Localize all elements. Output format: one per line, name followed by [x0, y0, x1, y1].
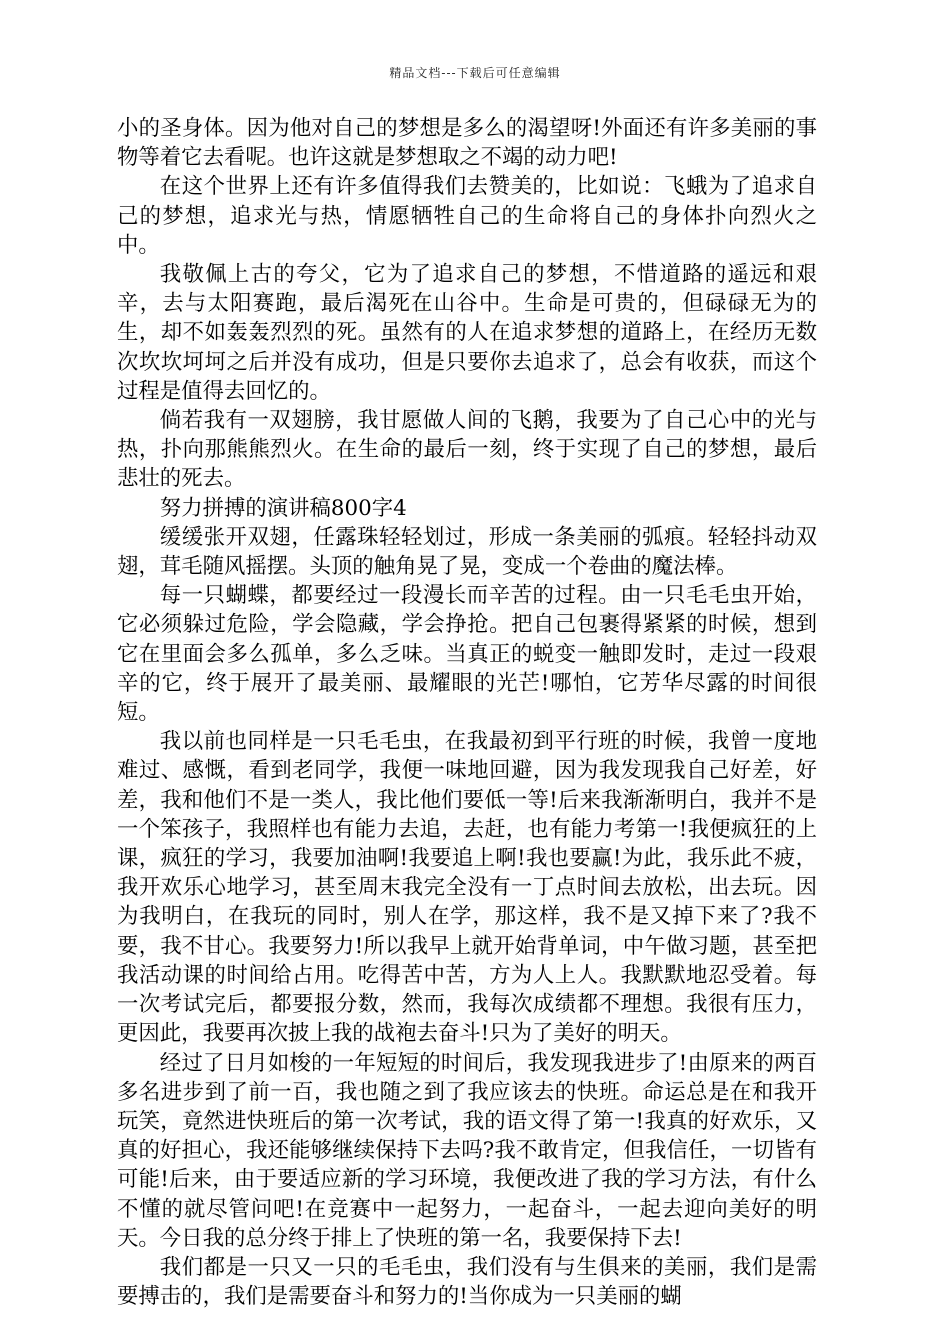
- paragraph-5: 缓缓张开双翅，任露珠轻轻划过，形成一条美丽的弧痕。轻轻抖动双翅，茸毛随风摇摆。头顶的触角晃了晃，变成一个卷曲的魔法棒。: [117, 524, 817, 580]
- paragraph-7: 我以前也同样是一只毛毛虫，在我最初到平行班的时候，我曾一度地难过、感慨，看到老同学，我便一味地回避，因为我发现我自己好差，好差，我和他们不是一类人，我比他们要低一等!后来我渐渐明白，我并不是一个笨孩子，我照样也有能力去追，去赶，也有能力考第一!我便疯狂的上课，疯狂的学习，我要加油啊!我要追上啊!我也要赢!为此，我乐此不疲，我开欢乐心地学习，甚至周末我完全没有一丁点时间去放松，出去玩。因为我明白，在我玩的同时，别人在学，那这样，我不是又掉下来了?我不要，我不甘心。我要努力!所以我早上就开始背单词，中午做习题，甚至把我活动课的时间给占用。吃得苦中苦，方为人上人。我默默地忍受着。每一次考试完后，都要报分数，然而，我每次成绩都不理想。我很有压力，更因此，我要再次披上我的战袍去奋斗!只为了美好的明天。: [117, 729, 817, 1047]
- paragraph-6: 每一只蝴蝶，都要经过一段漫长而辛苦的过程。由一只毛毛虫开始，它必须躲过危险，学会隐藏，学会挣抢。把自己包裹得紧紧的时候，想到它在里面会多么孤单，多么乏味。当真正的蜕变一触即发时，走过一段艰辛的它，终于展开了最美丽、最耀眼的光芒!哪怕，它芳华尽露的时间很短。: [117, 583, 817, 726]
- document-body: [117, 114, 817, 1311]
- section-heading: 努力拼搏的演讲稿800字4: [159, 495, 407, 521]
- page-header: 精品文档---下载后可任意编辑: [389, 66, 561, 80]
- paragraph-8: 经过了日月如梭的一年短短的时间后，我发现我进步了!由原来的两百多名进步到了前一百，我也随之到了我应该去的快班。命运总是在和我开玩笑，竟然进快班后的第一次考试，我的语文得了第一!我真的好欢乐，又真的好担心，我还能够继续保持下去吗?我不敢肯定，但我信任，一切皆有可能!后来，由于要适应新的学习环境，我便改进了我的学习方法，有什么不懂的就尽管问吧!在竞赛中一起努力，一起奋斗，一起去迎向美好的明天。今日我的总分终于排上了快班的第一名，我要保持下去!: [117, 1050, 817, 1251]
- paragraph-2: 在这个世界上还有许多值得我们去赞美的，比如说：飞蛾为了追求自己的梦想，追求光与热，情愿牺牲自己的生命将自己的身体扑向烈火之中。: [117, 174, 817, 258]
- paragraph-1: 小的圣身体。因为他对自己的梦想是多么的渴望呀!外面还有许多美丽的事物等着它去看呢。也许这就是梦想取之不竭的动力吧!: [117, 116, 817, 171]
- paragraph-3: 我敬佩上古的夸父，它为了追求自己的梦想，不惜道路的遥远和艰辛，去与太阳赛跑，最后渴死在山谷中。生命是可贵的，但碌碌无为的生，却不如轰轰烈烈的死。虽然有的人在追求梦想的道路上，在经历无数次坎坎坷坷之后并没有成功，但是只要你去追求了，总会有收获，而这个过程是值得去回忆的。: [117, 262, 817, 404]
- paragraph-4: 倘若我有一双翅膀，我甘愿做人间的飞鹅，我要为了自己心中的光与热，扑向那熊熊烈火。在生命的最后一刻，终于实现了自己的梦想，最后悲壮的死去。: [117, 408, 817, 492]
- paragraph-9: 我们都是一只又一只的毛毛虫，我们没有与生俱来的美丽，我们是需要搏击的，我们是需要奋斗和努力的!当你成为一只美丽的蝴: [117, 1254, 817, 1310]
